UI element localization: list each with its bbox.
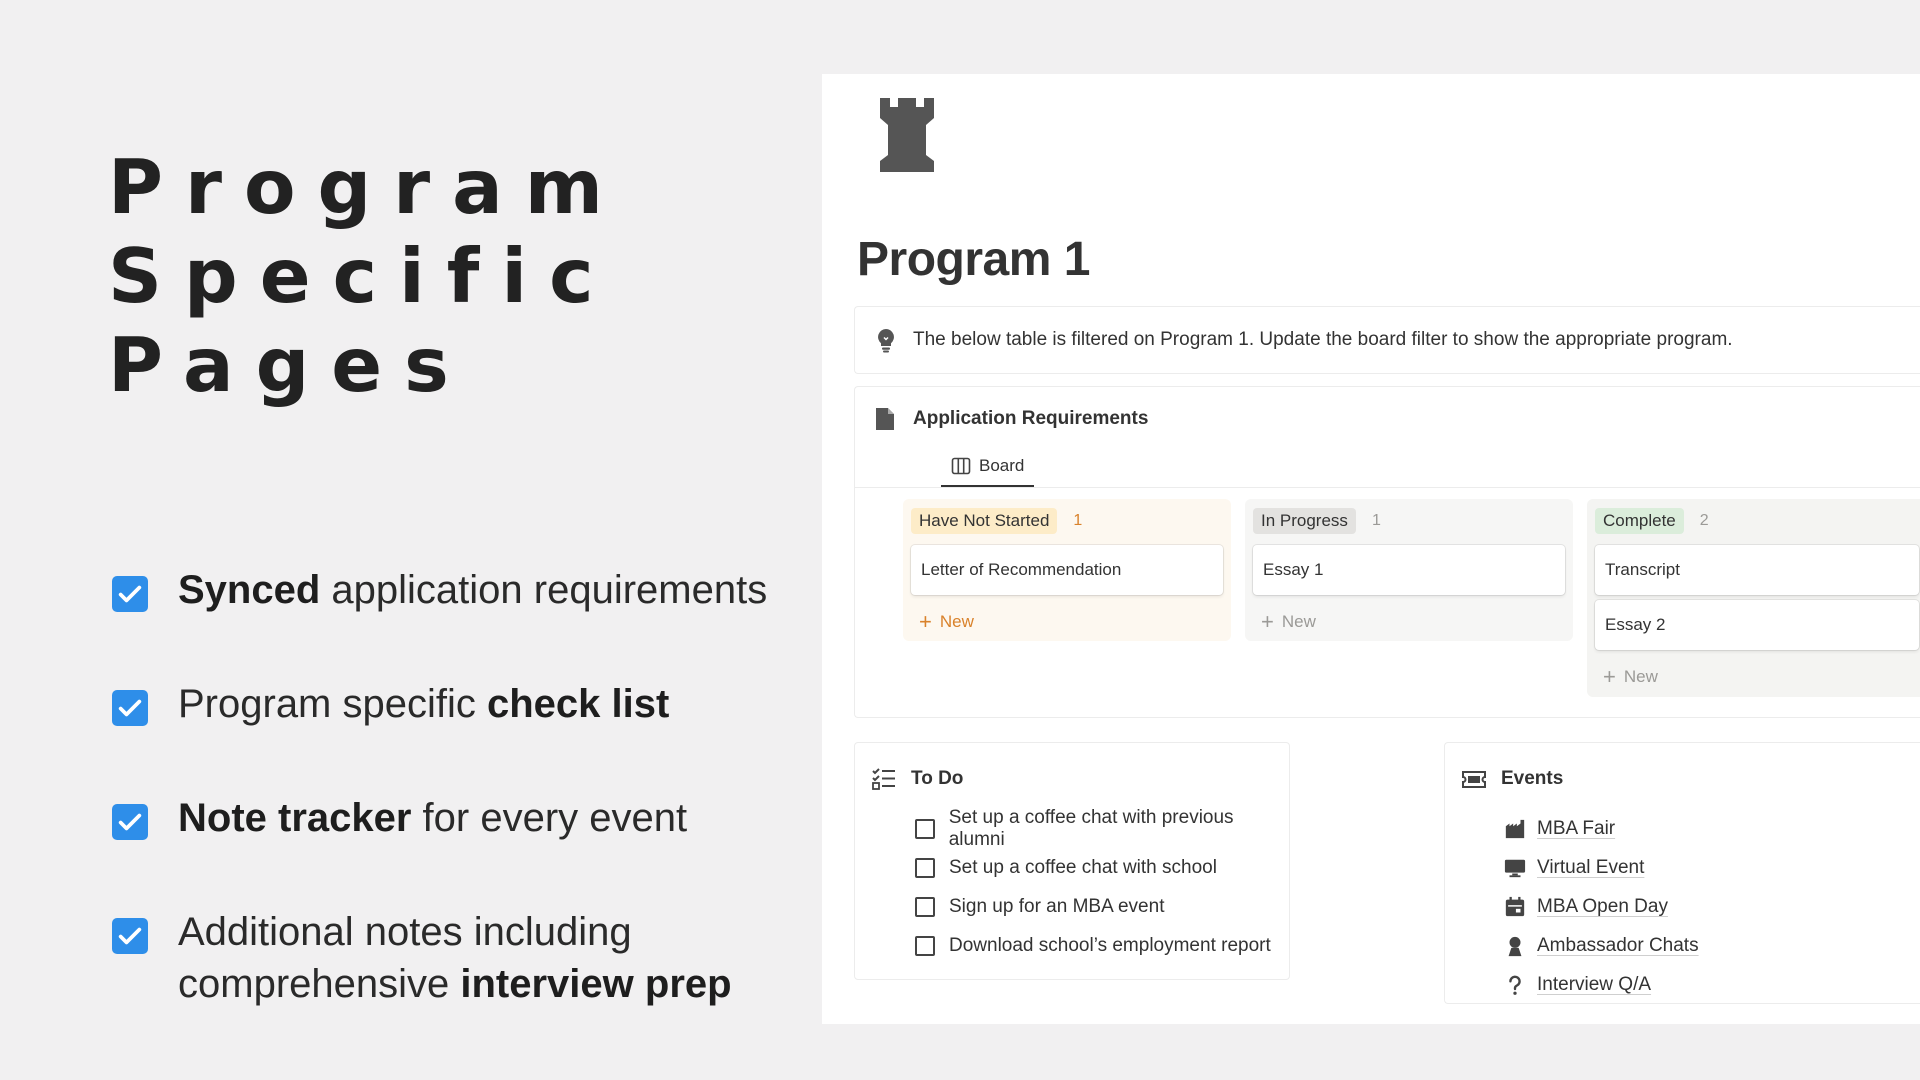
event-link[interactable]: [1503, 887, 1699, 926]
feature-item: [112, 564, 812, 616]
todo-text[interactable]: Sign up for an MBA event: [949, 895, 1165, 917]
board-view-icon: [951, 457, 971, 475]
event-link[interactable]: [1503, 848, 1699, 887]
plus-icon: +: [919, 609, 932, 634]
events-list: [1503, 809, 1699, 1004]
new-label: New: [939, 612, 974, 631]
feature-text: Note tracker for every event: [178, 796, 688, 840]
checklist-icon: [871, 767, 897, 791]
board-column-in-progress: [1245, 499, 1573, 641]
events-block: [1444, 742, 1920, 1004]
todo-list: [915, 806, 1289, 965]
board-card[interactable]: Essay 2: [1595, 600, 1919, 650]
board-card[interactable]: Letter of Recommendation: [911, 545, 1223, 595]
board-column-have-not-started: [903, 499, 1231, 641]
hero-title-line-1: Program: [108, 143, 625, 231]
todo-block: [854, 742, 1290, 980]
todo-item: [915, 926, 1289, 965]
event-label[interactable]: Ambassador Chats: [1537, 934, 1699, 956]
checkbox-unchecked[interactable]: [915, 897, 935, 917]
hero-title: [108, 143, 625, 410]
divider: [855, 487, 1920, 488]
column-header: [1595, 507, 1919, 535]
column-count: 2: [1699, 512, 1709, 529]
board-card[interactable]: Essay 1: [1253, 545, 1565, 595]
chess-rook-icon[interactable]: [874, 96, 940, 172]
checkbox-checked-icon: [112, 690, 148, 726]
feature-item: [112, 792, 812, 844]
left-panel: [0, 0, 822, 1080]
event-label[interactable]: Virtual Event: [1537, 856, 1645, 878]
application-requirements-database: [854, 386, 1920, 718]
person-icon: [1503, 934, 1527, 958]
event-label[interactable]: MBA Open Day: [1537, 895, 1668, 917]
feature-list: [112, 564, 812, 1010]
hero-title-line-2: Specific: [108, 232, 616, 320]
todo-item: [915, 848, 1289, 887]
events-title[interactable]: Events: [1501, 768, 1564, 789]
column-header: [911, 507, 1223, 535]
callout: [854, 306, 1920, 374]
building-icon: [1503, 817, 1527, 841]
feature-item: [112, 906, 812, 1010]
ticket-icon: [1461, 767, 1487, 791]
column-count: 1: [1073, 512, 1083, 529]
monitor-icon: [1503, 856, 1527, 880]
page-title[interactable]: Program 1: [857, 233, 1090, 286]
hero-title-line-3: Pages: [108, 321, 471, 409]
document-icon: [875, 407, 895, 431]
board-card[interactable]: Transcript: [1595, 545, 1919, 595]
notion-page: [822, 74, 1920, 1024]
checkbox-checked-icon: [112, 918, 148, 954]
new-card-button[interactable]: [1595, 655, 1919, 699]
checkbox-checked-icon: [112, 576, 148, 612]
event-label[interactable]: Interview Q/A: [1537, 973, 1652, 995]
event-label[interactable]: MBA Fair: [1537, 817, 1616, 839]
todo-text[interactable]: Set up a coffee chat with school: [949, 856, 1217, 878]
question-icon: [1503, 973, 1527, 997]
status-pill[interactable]: Have Not Started: [911, 508, 1057, 534]
todo-item: [915, 806, 1289, 850]
feature-text: Program specific check list: [178, 682, 670, 726]
todo-text[interactable]: Download school’s employment report: [949, 934, 1271, 956]
plus-icon: +: [1603, 664, 1616, 689]
board-column-complete: [1587, 499, 1920, 697]
plus-icon: +: [1261, 609, 1274, 634]
checkbox-unchecked[interactable]: [915, 858, 935, 878]
checkbox-unchecked[interactable]: [915, 936, 935, 956]
new-label: New: [1281, 612, 1316, 631]
events-header: [1461, 767, 1563, 791]
callout-text: The below table is filtered on Program 1. Update the board filter to show the appropriate program.: [913, 329, 1733, 350]
feature-text: Additional notes including comprehensive interview prep: [178, 910, 732, 1006]
column-header: [1253, 507, 1565, 535]
todo-header: [871, 767, 963, 791]
tab-board[interactable]: [941, 447, 1034, 487]
tab-label: Board: [979, 456, 1025, 475]
todo-text[interactable]: Set up a coffee chat with previous alumni: [948, 806, 1234, 850]
checkbox-unchecked[interactable]: [915, 819, 935, 839]
feature-text: Synced application requirements: [178, 568, 768, 612]
database-title[interactable]: Application Requirements: [913, 408, 1149, 429]
status-pill[interactable]: Complete: [1595, 508, 1684, 534]
event-link[interactable]: [1503, 965, 1699, 1004]
status-pill[interactable]: In Progress: [1253, 508, 1356, 534]
calendar-icon: [1503, 895, 1527, 919]
event-link[interactable]: [1503, 926, 1699, 965]
event-link[interactable]: [1503, 809, 1699, 848]
new-card-button[interactable]: [911, 600, 1223, 644]
new-card-button[interactable]: [1253, 600, 1565, 644]
todo-item: [915, 887, 1289, 926]
database-header: [875, 407, 1148, 431]
checkbox-checked-icon: [112, 804, 148, 840]
column-count: 1: [1371, 512, 1381, 529]
new-label: New: [1623, 667, 1658, 686]
todo-title[interactable]: To Do: [911, 768, 964, 789]
feature-item: [112, 678, 812, 730]
lightbulb-icon: [875, 327, 897, 353]
